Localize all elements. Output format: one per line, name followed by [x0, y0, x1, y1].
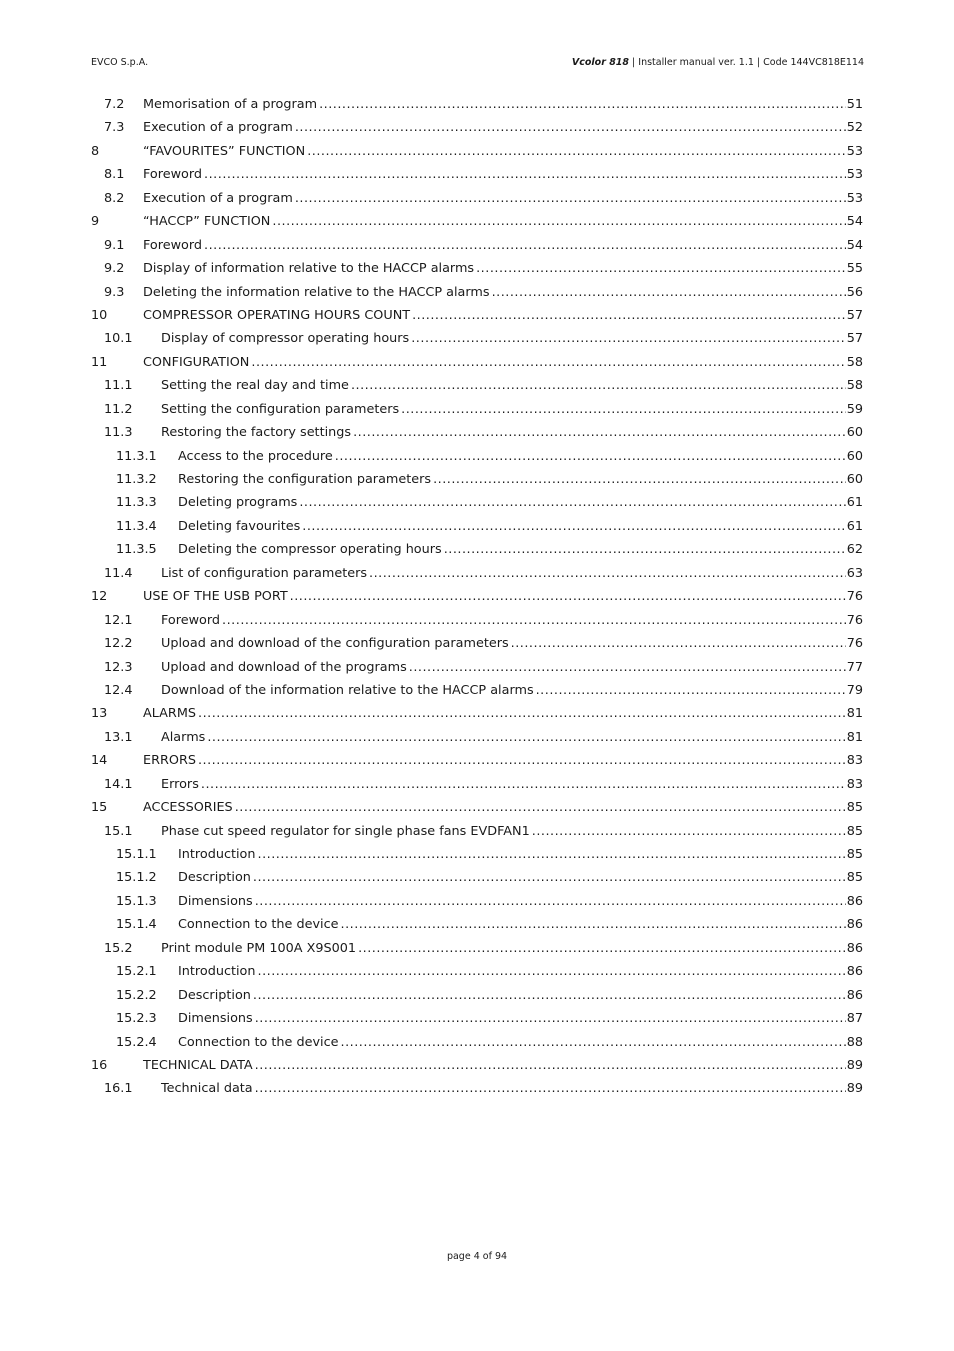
toc-entry[interactable]	[91, 351, 863, 374]
dot-leader	[201, 773, 846, 796]
toc-entry-page[interactable]: 83	[846, 753, 863, 769]
toc-entry-title[interactable]: “HACCP” FUNCTION	[143, 214, 271, 230]
toc-entry[interactable]	[91, 726, 863, 749]
toc-entry-page[interactable]: 87	[846, 1011, 863, 1027]
dot-leader	[222, 609, 846, 632]
manual-info: | Installer manual ver. 1.1 | Code 144VC818E114	[629, 57, 864, 68]
toc-entry-title[interactable]: Connection to the device	[178, 917, 339, 933]
toc-entry-title[interactable]: Technical data	[161, 1081, 253, 1097]
toc-entry[interactable]	[91, 468, 863, 491]
toc-entry-line	[161, 820, 863, 843]
toc-entry-page[interactable]: 89	[846, 1057, 863, 1073]
toc-entry[interactable]	[91, 257, 863, 280]
toc-entry-line	[178, 491, 863, 514]
toc-entry-line	[161, 421, 863, 444]
toc-entry-line	[143, 163, 863, 186]
toc-entry-line	[143, 585, 863, 608]
toc-entry-line	[178, 960, 863, 983]
toc-entry-line	[178, 1007, 863, 1030]
toc-entry[interactable]	[91, 913, 863, 936]
toc-entry[interactable]	[91, 445, 863, 468]
toc-entry-line	[143, 187, 863, 210]
dot-leader	[255, 1054, 846, 1077]
toc-entry-page[interactable]: 81	[846, 706, 863, 722]
toc-entry[interactable]	[91, 984, 863, 1007]
toc-entry-page[interactable]: 86	[846, 964, 863, 980]
toc-entry-line	[178, 913, 863, 936]
toc-entry-title[interactable]: Memorisation of a program	[143, 97, 318, 112]
toc-entry-title[interactable]: “FAVOURITES” FUNCTION	[143, 143, 306, 159]
toc-entry-number: 12.3	[104, 659, 133, 675]
toc-entry-page[interactable]: 85	[846, 870, 863, 886]
toc-entry-title[interactable]: Access to the procedure	[178, 448, 333, 464]
toc-entry-title[interactable]: ALARMS	[143, 706, 196, 722]
toc-entry-page[interactable]: 58	[846, 378, 863, 394]
table-of-contents	[91, 93, 863, 1101]
dot-leader	[369, 562, 846, 585]
toc-entry-line	[143, 93, 863, 116]
toc-entry-page[interactable]: 56	[846, 284, 863, 300]
toc-entry[interactable]	[91, 749, 863, 772]
toc-entry[interactable]	[91, 796, 863, 819]
toc-entry-page[interactable]: 85	[846, 847, 863, 862]
toc-entry-number: 8.1	[104, 167, 125, 183]
toc-entry-line	[143, 796, 863, 819]
toc-entry-page[interactable]: 76	[846, 612, 863, 628]
toc-entry-number: 8.2	[104, 190, 125, 206]
toc-entry[interactable]	[91, 187, 863, 210]
toc-entry[interactable]	[91, 609, 863, 632]
toc-entry-number: 15.2.4	[116, 1034, 157, 1050]
toc-entry-page[interactable]: 57	[846, 331, 863, 347]
toc-entry-line	[161, 679, 863, 702]
toc-entry[interactable]	[91, 960, 863, 983]
toc-entry-number: 10	[91, 307, 108, 323]
toc-entry-line	[161, 398, 863, 421]
toc-entry[interactable]	[91, 820, 863, 843]
dot-leader	[532, 820, 846, 843]
dot-leader	[207, 726, 845, 749]
toc-entry-line	[161, 656, 863, 679]
toc-entry-title[interactable]: Deleting the compressor operating hours	[178, 542, 442, 558]
toc-entry[interactable]	[91, 1031, 863, 1054]
toc-entry-number: 15	[91, 800, 108, 816]
dot-leader	[476, 257, 846, 280]
company-name: EVCO S.p.A.	[91, 57, 149, 68]
toc-entry-page[interactable]: 53	[846, 143, 863, 159]
toc-entry-title[interactable]: Upload and download of the programs	[161, 659, 407, 675]
toc-entry-page[interactable]: 60	[846, 425, 863, 441]
toc-entry-page[interactable]: 77	[846, 659, 863, 675]
toc-entry-line	[161, 632, 863, 655]
toc-entry-page[interactable]: 63	[846, 565, 863, 581]
toc-entry-page[interactable]: 85	[846, 800, 863, 816]
toc-entry[interactable]	[91, 538, 863, 561]
toc-entry-line	[178, 890, 863, 913]
toc-entry-line	[178, 468, 863, 491]
dot-leader	[401, 398, 846, 421]
toc-entry-line	[143, 140, 863, 163]
toc-entry-title[interactable]: Dimensions	[178, 893, 253, 909]
toc-entry-number: 14	[91, 753, 108, 769]
document-info	[572, 56, 864, 70]
dot-leader	[492, 281, 846, 304]
toc-entry-number: 16	[91, 1057, 108, 1073]
toc-entry[interactable]	[91, 890, 863, 913]
toc-entry[interactable]	[91, 116, 863, 139]
toc-entry[interactable]	[91, 398, 863, 421]
toc-entry-title[interactable]: COMPRESSOR OPERATING HOURS COUNT	[143, 307, 411, 323]
toc-entry-title[interactable]: Upload and download of the configuration parameters	[161, 636, 509, 652]
toc-entry-number: 16.1	[104, 1081, 133, 1097]
toc-entry-number: 7.2	[104, 97, 125, 112]
toc-entry-title[interactable]: Setting the configuration parameters	[161, 401, 400, 417]
toc-entry-number: 12.4	[104, 682, 133, 698]
toc-entry-page[interactable]: 76	[846, 589, 863, 605]
toc-entry-number: 11.3.5	[116, 542, 157, 558]
toc-entry-number: 13.1	[104, 729, 133, 745]
toc-entry-number: 11.3	[104, 425, 133, 441]
toc-entry-page[interactable]: 79	[846, 682, 863, 698]
toc-entry-title[interactable]: Display of compressor operating hours	[161, 331, 410, 347]
toc-entry-page[interactable]: 62	[846, 542, 863, 558]
toc-entry[interactable]	[91, 374, 863, 397]
toc-entry[interactable]	[91, 656, 863, 679]
toc-entry-page[interactable]: 81	[846, 729, 863, 745]
toc-entry-page[interactable]: 76	[846, 636, 863, 652]
toc-entry-line	[143, 116, 863, 139]
toc-entry-title[interactable]: ACCESSORIES	[143, 800, 233, 816]
toc-entry-number: 15.1	[104, 823, 133, 839]
toc-entry[interactable]	[91, 163, 863, 186]
toc-entry-title[interactable]: List of configuration parameters	[161, 565, 368, 581]
toc-entry-line	[143, 702, 863, 725]
toc-entry-line	[178, 445, 863, 468]
dot-leader	[255, 1007, 846, 1030]
dot-leader	[341, 1031, 846, 1054]
toc-entry-line	[161, 562, 863, 585]
toc-entry-title[interactable]: Connection to the device	[178, 1034, 339, 1050]
toc-entry[interactable]	[91, 702, 863, 725]
toc-entry-number: 15.1.1	[116, 847, 157, 862]
toc-entry-page[interactable]: 59	[846, 401, 863, 417]
toc-entry[interactable]	[91, 562, 863, 585]
toc-entry-title[interactable]: Deleting programs	[178, 495, 298, 511]
toc-entry-title[interactable]: Execution of a program	[143, 120, 293, 136]
toc-entry-line	[178, 866, 863, 889]
toc-entry[interactable]	[91, 1054, 863, 1077]
dot-leader	[351, 374, 846, 397]
toc-entry-page[interactable]: 57	[846, 307, 863, 323]
dot-leader	[295, 116, 846, 139]
toc-entry[interactable]	[91, 1077, 863, 1100]
toc-entry-number: 14.1	[104, 776, 133, 792]
dot-leader	[258, 843, 846, 866]
dot-leader	[290, 585, 846, 608]
dot-leader	[319, 93, 846, 116]
toc-entry-number: 15.2.2	[116, 987, 157, 1003]
toc-entry[interactable]	[91, 304, 863, 327]
toc-entry-line	[143, 210, 863, 233]
toc-entry-page[interactable]: 60	[846, 448, 863, 464]
toc-entry[interactable]	[91, 93, 863, 116]
toc-entry-number: 11.3.3	[116, 495, 157, 511]
toc-entry-title[interactable]: Deleting the information relative to the HACCP alarms	[143, 284, 490, 300]
toc-entry[interactable]	[91, 679, 863, 702]
toc-entry-title[interactable]: Errors	[161, 776, 199, 792]
dot-leader	[353, 421, 846, 444]
dot-leader	[341, 913, 846, 936]
toc-entry-title[interactable]: CONFIGURATION	[143, 354, 250, 370]
toc-entry-line	[161, 374, 863, 397]
toc-entry-title[interactable]: Display of information relative to the HACCP alarms	[143, 261, 475, 277]
toc-entry-line	[178, 843, 863, 866]
toc-entry-page[interactable]: 53	[846, 167, 863, 183]
toc-entry-page[interactable]: 54	[846, 237, 863, 253]
toc-entry-number: 11.3.4	[116, 518, 157, 534]
dot-leader	[204, 234, 846, 257]
toc-entry-number: 15.1.3	[116, 893, 157, 909]
toc-entry-page[interactable]: 86	[846, 917, 863, 933]
dot-leader	[412, 304, 846, 327]
toc-entry[interactable]	[91, 515, 863, 538]
dot-leader	[409, 656, 846, 679]
toc-entry-title[interactable]: Setting the real day and time	[161, 378, 349, 394]
toc-entry-number: 11	[91, 354, 108, 370]
dot-leader	[295, 187, 846, 210]
toc-entry-page[interactable]: 60	[846, 472, 863, 487]
dot-leader	[358, 937, 846, 960]
toc-entry-number: 9.1	[104, 237, 125, 253]
toc-entry[interactable]	[91, 210, 863, 233]
toc-entry-page[interactable]: 88	[846, 1034, 863, 1050]
toc-entry-line	[161, 726, 863, 749]
dot-leader	[253, 984, 846, 1007]
toc-entry-title[interactable]: Foreword	[143, 167, 203, 183]
toc-entry-page[interactable]: 89	[846, 1081, 863, 1097]
toc-entry[interactable]	[91, 937, 863, 960]
toc-entry[interactable]	[91, 281, 863, 304]
dot-leader	[536, 679, 846, 702]
toc-entry-page[interactable]: 54	[846, 214, 863, 230]
toc-entry[interactable]	[91, 866, 863, 889]
toc-entry-page[interactable]: 55	[846, 261, 863, 277]
toc-entry[interactable]	[91, 491, 863, 514]
dot-leader	[272, 210, 845, 233]
toc-entry-title[interactable]: Foreword	[161, 612, 221, 628]
toc-entry-number: 12.1	[104, 612, 133, 628]
page-number: page 4 of 94	[446, 1251, 508, 1262]
toc-entry-number: 15.2.3	[116, 1011, 157, 1027]
toc-entry-title[interactable]: Restoring the factory settings	[161, 425, 352, 441]
toc-entry-number: 9	[91, 214, 100, 230]
toc-entry-title[interactable]: Description	[178, 987, 251, 1003]
toc-entry[interactable]	[91, 843, 863, 866]
dot-leader	[198, 702, 846, 725]
toc-entry-number: 13	[91, 706, 108, 722]
toc-entry-title[interactable]: Introduction	[178, 964, 256, 980]
toc-entry[interactable]	[91, 234, 863, 257]
dot-leader	[302, 515, 845, 538]
toc-entry-title[interactable]: Introduction	[178, 847, 256, 862]
product-name: Vcolor 818	[571, 57, 630, 68]
toc-entry-title[interactable]: Dimensions	[178, 1011, 253, 1027]
toc-entry[interactable]	[91, 140, 863, 163]
toc-entry-number: 9.3	[104, 284, 125, 300]
toc-entry-page[interactable]: 86	[846, 893, 863, 909]
toc-entry-line	[143, 281, 863, 304]
dot-leader	[198, 749, 846, 772]
toc-entry-page[interactable]: 61	[846, 495, 863, 511]
toc-entry[interactable]	[91, 1007, 863, 1030]
toc-entry[interactable]	[91, 421, 863, 444]
dot-leader	[299, 491, 845, 514]
dot-leader	[511, 632, 846, 655]
toc-entry[interactable]	[91, 632, 863, 655]
toc-entry-number: 10.1	[104, 331, 133, 347]
dot-leader	[255, 1077, 846, 1100]
toc-entry-page[interactable]: 61	[846, 518, 863, 534]
toc-entry-title[interactable]: Alarms	[161, 729, 206, 745]
toc-entry-number: 7.3	[104, 120, 125, 136]
toc-entry-number: 15.1.2	[116, 870, 157, 886]
toc-entry-page[interactable]: 86	[846, 940, 863, 956]
page-header	[91, 56, 864, 70]
toc-entry-line	[178, 538, 863, 561]
dot-leader	[307, 140, 846, 163]
dot-leader	[255, 890, 846, 913]
toc-entry-title[interactable]: Phase cut speed regulator for single phase fans EVDFAN1	[161, 823, 530, 839]
dot-leader	[253, 866, 846, 889]
dot-leader	[411, 327, 845, 350]
toc-entry-number: 11.4	[104, 565, 133, 581]
dot-leader	[258, 960, 846, 983]
toc-entry-line	[161, 1077, 863, 1100]
toc-entry-number: 15.2	[104, 940, 133, 956]
toc-entry-number: 11.3.2	[116, 472, 157, 487]
toc-entry-number: 15.2.1	[116, 964, 157, 980]
toc-entry-number: 8	[91, 143, 100, 159]
toc-entry-line	[178, 984, 863, 1007]
toc-entry-title[interactable]: TECHNICAL DATA	[143, 1057, 253, 1073]
toc-entry[interactable]	[91, 773, 863, 796]
toc-entry-title[interactable]: Deleting favourites	[178, 518, 301, 534]
toc-entry-line	[178, 515, 863, 538]
toc-entry-number: 11.2	[104, 401, 133, 417]
toc-entry-number: 9.2	[104, 261, 125, 277]
toc-entry-line	[161, 327, 863, 350]
toc-entry-line	[161, 773, 863, 796]
toc-entry-line	[143, 257, 863, 280]
toc-entry-title[interactable]: Execution of a program	[143, 190, 293, 206]
toc-entry-page[interactable]: 52	[846, 120, 863, 136]
toc-entry-page[interactable]: 83	[846, 776, 863, 792]
toc-entry-page[interactable]: 86	[846, 987, 863, 1003]
dot-leader	[251, 351, 845, 374]
dot-leader	[235, 796, 846, 819]
toc-entry-page[interactable]: 53	[846, 190, 863, 206]
page-footer	[0, 1250, 954, 1264]
toc-entry-number: 12	[91, 589, 108, 605]
toc-entry-number: 11.1	[104, 378, 133, 394]
toc-entry-page[interactable]: 51	[846, 97, 863, 112]
toc-entry-title[interactable]: Foreword	[143, 237, 203, 253]
toc-entry-title[interactable]: Restoring the configuration parameters	[178, 472, 432, 487]
toc-entry-line	[143, 234, 863, 257]
toc-entry[interactable]	[91, 327, 863, 350]
dot-leader	[335, 445, 846, 468]
toc-entry-line	[161, 609, 863, 632]
toc-entry-number: 15.1.4	[116, 917, 157, 933]
toc-entry-number: 11.3.1	[116, 448, 157, 464]
toc-entry-line	[161, 937, 863, 960]
toc-entry-line	[143, 304, 863, 327]
toc-entry-page[interactable]: 58	[846, 354, 863, 370]
toc-entry-line	[178, 1031, 863, 1054]
toc-entry-line	[143, 351, 863, 374]
toc-entry-page[interactable]: 85	[846, 823, 863, 839]
toc-entry-title[interactable]: Download of the information relative to the HACCP alarms	[161, 682, 534, 698]
toc-entry-line	[143, 1054, 863, 1077]
toc-entry-number: 12.2	[104, 636, 133, 652]
dot-leader	[204, 163, 846, 186]
toc-entry[interactable]	[91, 585, 863, 608]
toc-entry-line	[143, 749, 863, 772]
toc-entry-title[interactable]: ERRORS	[143, 753, 196, 769]
toc-entry-title[interactable]: Description	[178, 870, 251, 886]
dot-leader	[433, 468, 846, 491]
toc-entry-title[interactable]: USE OF THE USB PORT	[143, 589, 288, 605]
dot-leader	[444, 538, 846, 561]
toc-entry-title[interactable]: Print module PM 100A X9S001	[161, 940, 357, 956]
